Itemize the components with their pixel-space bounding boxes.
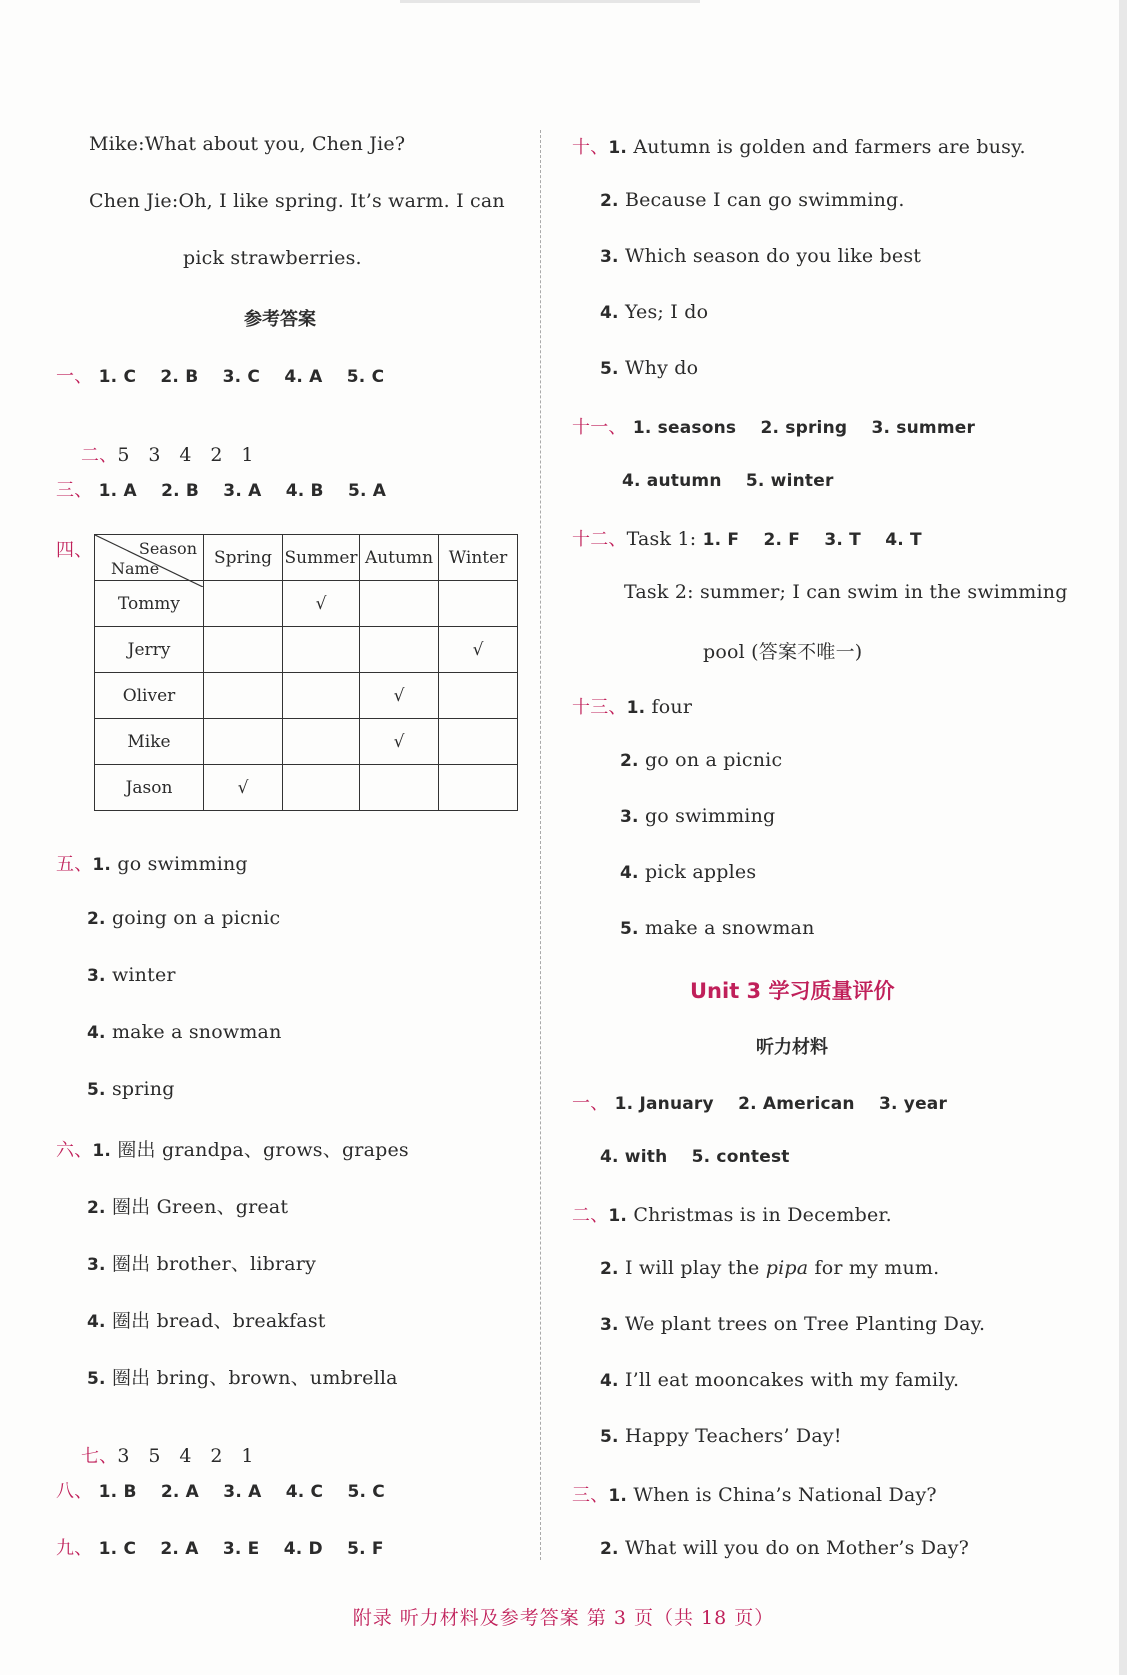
column-divider: [540, 130, 541, 1560]
answer-line-8: 八、 1. B 2. A 3. A 4. C 5. C: [56, 1481, 385, 1502]
cell: [360, 765, 439, 811]
row-name: Tommy: [95, 581, 204, 627]
dialog-line: pick strawberries.: [183, 247, 362, 269]
dialog-line: Mike:What about you, Chen Jie?: [89, 133, 406, 155]
list-item: 4. with 5. contest: [600, 1147, 790, 1167]
list-item: 5. make a snowman: [620, 917, 815, 939]
cell: [283, 765, 360, 811]
cell: [204, 581, 283, 627]
answer-line-5: 五、1. go swimming: [56, 853, 248, 875]
list-item: 2. What will you do on Mother’s Day?: [600, 1537, 970, 1559]
listening-title: 听力材料: [756, 1037, 828, 1058]
cell: [439, 581, 518, 627]
cell: [283, 673, 360, 719]
answer-line-2: 二、5 3 4 2 1: [80, 444, 254, 466]
season-table: [94, 534, 518, 811]
row-name: Jerry: [95, 627, 204, 673]
unit-title: Unit 3 学习质量评价: [690, 979, 895, 1003]
cell: √: [360, 719, 439, 765]
list-item: 5. Happy Teachers’ Day!: [600, 1425, 842, 1447]
list-item: 4. pick apples: [620, 861, 757, 883]
answer-line-4-mark: 四、: [56, 540, 93, 561]
list-item: 2. I will play the pipa for my mum.: [600, 1257, 940, 1279]
dialog-line: Chen Jie:Oh, I like spring. It’s warm. I can: [89, 190, 505, 212]
cell: √: [360, 673, 439, 719]
page-footer: 附录 听力材料及参考答案 第 3 页（共 18 页）: [352, 1607, 775, 1629]
task2-line: Task 2: summer; I can swim in the swimming: [624, 581, 1068, 603]
col-header: Summer: [283, 535, 360, 581]
list-item: 3. 圈出 brother、library: [87, 1253, 317, 1275]
cell: √: [204, 765, 283, 811]
list-item: 4. make a snowman: [87, 1021, 282, 1043]
list-item: 4. I’ll eat mooncakes with my family.: [600, 1369, 960, 1391]
row-name: Jason: [95, 765, 204, 811]
list-item: 3. go swimming: [620, 805, 776, 827]
col-header: Winter: [439, 535, 518, 581]
cell: [439, 719, 518, 765]
cell: [283, 627, 360, 673]
list-item: 4. Yes; I do: [600, 301, 709, 323]
table-row: [95, 673, 518, 719]
table-row: [95, 719, 518, 765]
list-item: 2. going on a picnic: [87, 907, 281, 929]
cell: [204, 673, 283, 719]
cell: [283, 719, 360, 765]
row-name: Mike: [95, 719, 204, 765]
answers-title: 参考答案: [244, 309, 316, 330]
list-item: 4. 圈出 bread、breakfast: [87, 1310, 326, 1332]
answer-line-6: 六、1. 圈出 grandpa、grows、grapes: [56, 1139, 409, 1161]
answer-line-12: 十二、Task 1: 1. F 2. F 3. T 4. T: [572, 528, 922, 550]
unit-answer-line-3: 三、1. When is China’s National Day?: [572, 1484, 937, 1506]
list-item: 3. We plant trees on Tree Planting Day.: [600, 1313, 986, 1335]
cell: √: [439, 627, 518, 673]
answer-line-10: 十、1. Autumn is golden and farmers are busy.: [572, 136, 1026, 158]
table-row: [95, 627, 518, 673]
col-header: Spring: [204, 535, 283, 581]
answer-line-11: 十一、 1. seasons 2. spring 3. summer: [572, 417, 976, 438]
answer-line-3: 三、 1. A 2. B 3. A 4. B 5. A: [56, 480, 387, 501]
list-item: 5. 圈出 bring、brown、umbrella: [87, 1367, 398, 1389]
table-row: [95, 765, 518, 811]
top-edge: [400, 0, 700, 3]
answer-line-7: 七、3 5 4 2 1: [80, 1445, 254, 1467]
unit-answer-line-1: 一、 1. January 2. American 3. year: [572, 1093, 948, 1114]
list-item: 2. go on a picnic: [620, 749, 783, 771]
answer-line-13: 十三、1. four: [572, 696, 693, 718]
list-item: 2. Because I can go swimming.: [600, 189, 905, 211]
row-name: Oliver: [95, 673, 204, 719]
task2-cont: pool (答案不唯一): [703, 641, 863, 663]
list-item: 3. winter: [87, 964, 176, 986]
scan-edge: [1119, 0, 1127, 1675]
answer-line-1: 一、 1. C 2. B 3. C 4. A 5. C: [56, 366, 385, 387]
col-header: Autumn: [360, 535, 439, 581]
table-row: [95, 581, 518, 627]
cell: [360, 627, 439, 673]
list-item: 4. autumn 5. winter: [622, 471, 834, 491]
list-item: 3. Which season do you like best: [600, 245, 922, 267]
cell: [439, 673, 518, 719]
list-item: 2. 圈出 Green、great: [87, 1196, 289, 1218]
cell: [439, 765, 518, 811]
unit-answer-line-2: 二、1. Christmas is in December.: [572, 1204, 892, 1226]
list-item: 5. spring: [87, 1078, 175, 1100]
cell: [204, 627, 283, 673]
list-item: 5. Why do: [600, 357, 699, 379]
table-corner: Season Name: [95, 535, 204, 581]
cell: [360, 581, 439, 627]
answer-line-9: 九、 1. C 2. A 3. E 4. D 5. F: [56, 1538, 384, 1559]
cell: [204, 719, 283, 765]
cell: √: [283, 581, 360, 627]
